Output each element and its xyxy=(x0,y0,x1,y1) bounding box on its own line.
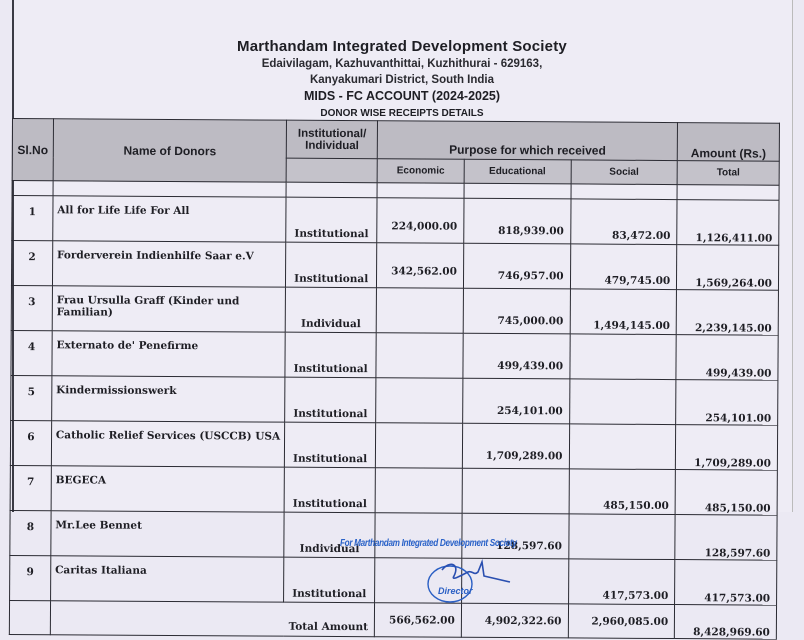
donor-receipts-table xyxy=(9,118,780,640)
donor-type: Institutional xyxy=(284,467,375,513)
account-title: MIDS - FC ACCOUNT (2024-2025) xyxy=(303,89,501,103)
table-row xyxy=(10,510,777,560)
donor-type: Institutional xyxy=(285,422,376,468)
economic-amount xyxy=(376,333,463,379)
total-sl-blank xyxy=(9,600,50,634)
total-social: 2,960,085.00 xyxy=(568,604,675,639)
total-educational: 4,902,322.60 xyxy=(461,603,568,638)
header-social: Social xyxy=(571,160,678,185)
header-type-blank xyxy=(286,158,377,183)
spacer-cell xyxy=(286,182,377,198)
social-amount: 485,150.00 xyxy=(569,469,676,515)
total-amount: 1,126,411.00 xyxy=(677,200,779,246)
sl-no: 3 xyxy=(11,285,52,330)
signature-stamp-text: For Marthandam Integrated Development Society xyxy=(340,538,517,549)
donor-name: Kindermissionswerk xyxy=(52,376,286,422)
educational-amount: 818,939.00 xyxy=(464,198,571,244)
spacer-cell xyxy=(677,185,779,201)
sl-no: 1 xyxy=(12,196,53,241)
sl-no: 4 xyxy=(11,330,52,375)
educational-amount: 746,957.00 xyxy=(463,243,570,289)
spacer-cell xyxy=(12,181,53,196)
header-type: Institutional/ Individual xyxy=(287,120,378,159)
total-amount: 485,150.00 xyxy=(675,470,777,516)
spacer-cell xyxy=(571,184,678,200)
social-amount: 1,494,145.00 xyxy=(570,289,677,335)
total-amount: 417,573.00 xyxy=(675,560,777,606)
grand-total: 8,428,969.60 xyxy=(675,605,777,640)
sl-no: 6 xyxy=(10,420,51,465)
donor-type: Institutional xyxy=(286,242,377,288)
address-line-1: Edaivilagam, Kazhuvanthittai, Kuzhithurai - 629163, xyxy=(261,58,543,70)
donor-name: BEGECA xyxy=(51,466,285,512)
donor-type: Institutional xyxy=(284,557,375,603)
economic-amount: 224,000.00 xyxy=(377,198,464,244)
sl-no: 2 xyxy=(11,241,52,286)
header-sl-no: Sl.No xyxy=(12,119,53,181)
header-purpose: Purpose for which received xyxy=(377,121,677,161)
economic-amount xyxy=(376,288,463,334)
table-row xyxy=(11,375,778,425)
educational-amount: 499,439.00 xyxy=(463,333,570,379)
table-row xyxy=(11,241,778,291)
table-row xyxy=(10,420,777,470)
donor-name: Externato de' Penefirme xyxy=(52,331,286,377)
table-row xyxy=(11,285,778,335)
address-line-2: Kanyakumari District, South India xyxy=(309,74,495,86)
donor-type: Institutional xyxy=(285,377,376,423)
educational-amount: 254,101.00 xyxy=(463,378,570,424)
social-amount: 83,472.00 xyxy=(570,199,677,245)
header-total: Total xyxy=(677,161,779,186)
economic-amount xyxy=(375,423,462,469)
social-amount xyxy=(569,334,676,380)
economic-amount xyxy=(376,378,463,424)
total-label: Total Amount xyxy=(50,601,374,637)
sl-no: 9 xyxy=(10,555,51,600)
donor-type: Institutional xyxy=(286,197,377,243)
donor-name: Catholic Relief Services (USCCB) USA xyxy=(51,421,285,467)
social-amount xyxy=(569,424,676,470)
educational-amount: 1,709,289.00 xyxy=(462,423,569,469)
spacer-cell xyxy=(377,183,464,199)
total-amount: 1,709,289.00 xyxy=(676,425,778,471)
educational-amount: 745,000.00 xyxy=(463,288,570,334)
sl-no: 5 xyxy=(11,375,52,420)
social-amount: 479,745.00 xyxy=(570,244,677,290)
table-row xyxy=(11,330,778,380)
header-educational: Educational xyxy=(464,159,571,184)
educational-amount: 128,597.60 xyxy=(462,513,569,559)
total-amount: 128,597.60 xyxy=(675,515,777,561)
donor-name: All for Life Life For All xyxy=(53,196,287,242)
sl-no: 8 xyxy=(10,510,51,555)
table-row xyxy=(12,196,779,246)
total-row xyxy=(9,600,776,639)
economic-amount: 342,562.00 xyxy=(377,243,464,289)
donor-name: Caritas Italiana xyxy=(50,556,284,602)
report-subtitle: DONOR WISE RECEIPTS DETAILS xyxy=(320,108,484,119)
donor-type: Institutional xyxy=(285,332,376,378)
donor-name: Mr.Lee Bennet xyxy=(51,511,285,557)
economic-amount xyxy=(375,468,462,514)
director-title: Director xyxy=(438,586,473,596)
total-amount: 499,439.00 xyxy=(676,335,778,381)
table-row xyxy=(10,555,777,605)
director-signature-icon xyxy=(420,552,530,608)
header-economic: Economic xyxy=(377,159,464,184)
social-amount xyxy=(568,514,675,560)
total-amount: 1,569,264.00 xyxy=(677,245,779,291)
header-donor-name: Name of Donors xyxy=(53,119,287,182)
total-amount: 254,101.00 xyxy=(676,380,778,426)
organization-name: Marthandam Integrated Development Society xyxy=(237,38,567,55)
social-amount: 417,573.00 xyxy=(568,559,675,605)
donor-type: Individual xyxy=(286,287,377,333)
donor-type: Individual xyxy=(284,512,375,558)
spacer-cell xyxy=(464,183,571,199)
header-amount: Amount (Rs.) xyxy=(677,123,779,162)
total-amount: 2,239,145.00 xyxy=(676,290,778,336)
donor-name: Forderverein Indienhilfe Saar e.V xyxy=(52,241,286,287)
spacer-cell xyxy=(53,181,287,197)
educational-amount xyxy=(462,468,569,514)
total-economic: 566,562.00 xyxy=(374,603,461,638)
donor-name: Frau Ursulla Graff (Kinder und Familian) xyxy=(52,286,286,332)
sl-no: 7 xyxy=(10,465,51,510)
table-row xyxy=(10,465,777,515)
social-amount xyxy=(569,379,676,425)
